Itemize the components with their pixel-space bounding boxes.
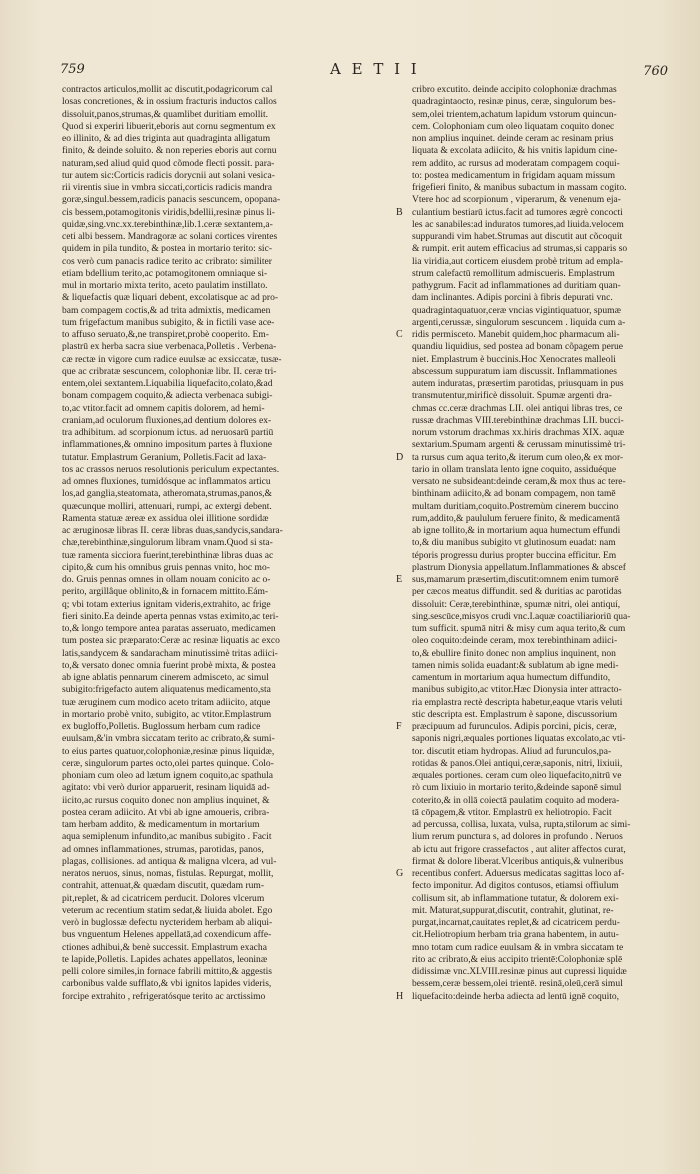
text-line: iicito,ac rursus coquito donec non amplius inquinet, & (62, 794, 270, 806)
text-line: plastrum Dionysia appellatum.Inflammationes & abscef (412, 561, 626, 573)
text-line: autem induratas, præsertim parotidas, priusquam in pus (412, 378, 624, 389)
text-line: cis bessem,potamogitonis viridis,bdellii,resinæ pinus li- (62, 206, 275, 218)
text-line: ceræ, singulorum partes octo,olei partes quinque. Colo- (62, 757, 274, 769)
section-marker: H (396, 990, 404, 1002)
text-line: didissimæ vnc.XLVIII.resinæ pinus aut cupressi liquidæ (412, 966, 627, 977)
text-line: frigefieri finito, & manibus subactum in massam cogito. (412, 182, 627, 193)
text-line: to eius partes quatuor,colophoniæ,resinæ pinus liquidæ, (62, 745, 275, 757)
text-line: entem,olei sextantem.Liquabilia liquefacito,colato,&ad (62, 378, 273, 389)
text-line: purgat,incarnat,cauitates replet,& ad cicatricem perdu- (412, 917, 620, 928)
text-line: cipito,& cum his omnibus gruis pennas vnito, hoc mo- (62, 561, 270, 573)
text-line: fecto imponitur. Ad digitos contusos, etiamsi offiulum (412, 880, 619, 892)
text-line: Vtere hoc ad scorpionum , viperarum, & venenum eja- (412, 194, 621, 206)
text-line: sem,olei trientem,achatum lapidum vstorum quincun- (412, 108, 617, 120)
text-line: veterum ac recentium statim sedat,& liuida abolet. Ego (62, 904, 273, 916)
text-line: rum,addito,& paululum feruere finito, & medicamentā (412, 512, 620, 524)
text-line: postea ceram adiicito. At vbi ab igne amoueris, cribra- (62, 806, 270, 818)
text-line: tos ac crassos neruos resolutionis periculum expectantes. (62, 463, 280, 475)
text-line: aqua semiplenum infundito,ac manibus subigito . Facit (62, 831, 272, 843)
text-line: tuæ æruginem cum modico aceto tritam adiicito, atque (62, 696, 271, 708)
text-line: bessem,ceræ bessem,olei trientē. resinā,oleū,cerā simul (412, 978, 623, 990)
text-line: cit.Heliotropium herbam tria grana habentem, in autu- (412, 929, 619, 941)
text-line: tario in ollam translata lento igne coquito, assiduéque (412, 463, 617, 475)
text-line: ab igne ablatis pennarum cinerem admisceto, ac simul (62, 672, 269, 683)
text-line: naturam,sed aliud quid quod cõmode flecti possit. para- (62, 157, 275, 169)
text-line: to,ac vtitor.facit ad omnem capitis dolorem, ad hemi- (62, 402, 265, 414)
text-line: euulsam,&'in vmbra siccatam terito ac cribrato,& sumi- (62, 733, 275, 745)
text-line: que ac cribratæ sescuncem, colophoniæ libr. II. ceræ tri- (62, 365, 277, 377)
text-line: ad percussa, collisa, luxata, vulsa, rupta,stilorum ac simi- (412, 819, 631, 830)
text-line: abscessum suppuratum iam discussit. Inflammationes (412, 365, 617, 377)
text-line: phoniam cum oleo ad lætum ignem coquito,ac spathula (62, 770, 274, 781)
text-line: rò cum lixiuio in mortario terito,&deinde saponē simul (412, 782, 622, 794)
text-line: goræ,singul.bessem,radicis panacis sescuncem, opopana- (62, 194, 281, 206)
text-line: carbonibus valde sufflato,& vbi ignitos lapides videris, (62, 978, 272, 990)
margin-markers (396, 84, 408, 1144)
text-line: ac æruginosæ libras II. ceræ libras duas,sandycis,sandara- (62, 525, 283, 536)
text-line: forcipe extrahito , refrigeratósque terito ac arctissimo (62, 990, 266, 1002)
section-marker: G (396, 868, 404, 879)
text-line: quæcunque molliri, attenuari, rumpi, ac extergi debent. (62, 500, 272, 512)
text-line: tra adhibitum. ad scorpionum ictus. ad neruosarū partiū (62, 427, 274, 438)
text-line: te lapide,Polletis. Lapides achates appellatos, leoninæ (62, 953, 268, 965)
text-line: lia viridia,aut corticem eiusdem probè tritum ad empla- (412, 255, 624, 267)
text-line: etiam bdellium terito,ac potamogitonem omniaque si- (62, 267, 268, 279)
text-line: collisum sit, ab inflammatione tutatur, & dolorem exi- (412, 892, 619, 904)
text-line: fieri sinito.Ea deinde aperta pennas vstas eximito,ac teri- (62, 610, 279, 622)
page-number-left: 759 (60, 62, 85, 77)
text-line: & rumpit. erit autem efficacius ad strumas,si capparis so (412, 243, 628, 255)
text-line: argenti,cerussæ, singulorum sescuncem . liquida cum a- (412, 316, 626, 328)
text-line: rem addito, ac rursus ad moderatam compagem coqui- (412, 157, 620, 169)
text-line: quidem in pila tundito, & postea in mortario terito: sic- (62, 243, 272, 255)
text-line: neratos neruos, sinus, nomas, fistulas. Repurgat, mollit, (62, 868, 274, 879)
text-line: cem. Colophoniam cum oleo liquatam coquito donec (412, 120, 615, 132)
text-line: do. Gruis pennas omnes in ollam nouam conicito ac o- (62, 574, 271, 585)
text-line: latis,sandycem & sandaracham minutissimè tritas adiici- (62, 647, 278, 659)
text-line: cos verò cum panacis radice terito ac cribrato: similiter (62, 255, 272, 267)
text-line: quadragintaocto, resinæ pinus, ceræ, singulorum bes- (412, 96, 616, 108)
text-line: subigito:frigefacto autem aliquatenus medicamento,sta (62, 684, 271, 696)
text-line: versato ne subsideant:deinde ceram,& mox thus ac tere- (412, 476, 626, 487)
text-line: sextarium.Spumam argenti & cerussam minutissimè tri- (412, 439, 626, 451)
text-line: & liquefactis quæ liquari debent, excolatisque ac ad pro- (62, 292, 279, 304)
text-line: multam duritiam,coquito.Postremùm cinerem buccino (412, 500, 619, 512)
section-marker: D (396, 451, 404, 463)
text-line: bus vnguentum Helenes appellatā,ad coxendicum affe- (62, 929, 272, 941)
text-line: mno totam cum radice euulsam & in vmbra siccatam te (412, 941, 624, 953)
text-line: recentibus confert. Aduersus medicatas sagittas loco af- (412, 868, 625, 879)
text-line: tam herbam addito, & medicamentum in mortarium (62, 819, 260, 830)
text-line: pelli colore similes,in fornace fabrili mittito,& aggestis (62, 966, 272, 977)
text-line: tum frigefactum manibus subigito, & in fictili vase ace- (62, 316, 275, 328)
text-line: ab ictu aut frigore crassefactos , aut aliter affectos curat, (412, 843, 626, 855)
text-line: tuæ ramenta sicciora fuerint,terebinthinæ libras duas ac (62, 549, 274, 561)
section-marker: E (396, 574, 403, 585)
text-line: quandiu liquidius, sed postea ad bonam cõpagem perue (412, 341, 624, 353)
text-line: chæ,terebinthinæ,singulorum libram vnam.Quod si sta- (62, 537, 273, 549)
text-line: suppurandi vim habet.Strumas aut discutit aut cõcoquit (412, 231, 623, 242)
text-line: æquales portiones. ceram cum oleo liquefacito,nitrū ve (412, 770, 622, 781)
text-line: tā cōpagem,& vtitor. Emplastrū ex heliotropio. Facit (412, 806, 612, 818)
text-line: losas concretiones, & in ossium fracturis inductos callos (62, 96, 277, 108)
text-line: camentum in mortarium aqua humectum diffundito, (412, 672, 611, 683)
text-line: bonam compagem coquito,& adiecta verbenaca subigi- (62, 390, 273, 402)
text-line: téporis progressu durius propter buccina efficitur. Em (412, 549, 617, 561)
text-line: saponis nigri,æquales portiones liquatas excolato,ac vti- (412, 733, 626, 745)
text-line: ridis permisceto. Manebit quidem,hoc pharmacum ali- (412, 329, 620, 340)
text-line: pit,replet, & ad cicatricem perducit. Dolores vlcerum (62, 892, 265, 904)
text-line: liquefacito:deinde herba adiecta ad lentū ignē coquito, (412, 990, 620, 1002)
text-line: stic descripta est. Emplastrum è sapone, discussorium (412, 708, 618, 720)
text-line: bam compagem coctis,& ad trita admixtis, medicamen (62, 304, 271, 316)
text-line: oleo coquito:deinde ceram, mox terebinthinam adiici- (412, 635, 618, 647)
text-line: dam inclinantes. Adipis porcini à fibris depurati vnc. (412, 292, 613, 304)
text-line: les ac sanabiles:ad induratos tumores,ad liuida.velocem (412, 218, 624, 230)
text-line: russæ drachmas VIII.terebinthinæ drachmas LII. bucci- (412, 414, 624, 426)
text-line: cæ rectæ in vigore cum radice euulsæ ac exsiccatæ, tusæ- (62, 353, 282, 365)
right-text-column (412, 84, 680, 1003)
text-line: agitato: vbi verò durior apparuerit, resinam liquidā ad- (62, 782, 270, 794)
text-line: tor. discutit etiam hydropas. Aliud ad furunculos,pa- (412, 745, 612, 757)
text-line: to,& versato donec omnia fuerint probè mixta, & postea (62, 659, 276, 671)
text-line: verò in buglossæ defectu nycteridem herbam ab aliqui- (62, 917, 273, 928)
text-line: tum postea sic præparato:Ceræ ac resinæ liquatis ac exco (62, 635, 280, 647)
text-line: to: postea medicamentum in frigidam aquam missum (412, 169, 616, 181)
text-line: perito, argillâque oblinito,& in fornacem mittito.Eám- (62, 586, 269, 598)
text-line: finito, & deinde soluito. & non reperies eboris aut cornu (62, 145, 277, 157)
text-line: eo illinito, & ad dies triginta aut quadraginta alligatum (62, 133, 271, 144)
text-line: los,ad ganglia,steatomata, atheromata,strumas,panos,& (62, 488, 272, 500)
text-line: contractos articulos,mollit ac discutit,podagricorum cal (62, 84, 273, 95)
text-line: chmas cc.ceræ drachmas LII. olei antiqui libras tres, ce (412, 402, 623, 414)
text-line: dissoluit,panos,strumas,& quamlibet duritiam emollit. (62, 108, 269, 120)
text-line: craniam,ad oculorum fluxiones,ad dentium dolores ex- (62, 414, 272, 426)
page-header (0, 62, 700, 86)
text-line: tutatur. Emplastrum Geranium, Polletis.Facit ad laxa- (62, 451, 267, 463)
text-line: to,& ebullire finito donec non amplius inquinent, non (412, 647, 616, 659)
text-line: contrahit, attenuat,& quædam discutit, quædam rum- (62, 880, 265, 892)
text-line: rotidas & panos.Olei antiqui,ceræ,saponis, nitri, lixiuii, (412, 757, 623, 769)
text-line: Ramenta statuæ æreæ ex assidua olei illitione sordidæ (62, 512, 269, 524)
text-line: firmat & dolore liberat.Vlceribus antiquis,& vulneribus (412, 855, 624, 867)
text-line: lium rerum punctura s, ad dolores in profundo . Neruos (412, 831, 623, 843)
text-line: sus,mamarum præsertim,discutit:omnem enim tumorē (412, 574, 619, 585)
text-line: culantium bestiarū ictus.facit ad tumores ægrè concocti (412, 206, 623, 218)
text-line: ceti albi bessem. Mandragoræ ac solani cortices virentes (62, 231, 278, 242)
text-line: coterito,& in ollā coiectā paulatim coquito ad modera- (412, 794, 620, 806)
left-text-column (62, 84, 388, 1003)
text-line: q; vbi totam exterius ignitam videris,extrahito, ac frige (62, 598, 271, 610)
page-number-right: 760 (643, 64, 668, 79)
text-line: cribro excutito. deinde accipito colophoniæ drachmas (412, 84, 617, 95)
text-line: binthinam adiicito,& ad bonam compagem, non tamē (412, 488, 616, 500)
text-line: to,& longo tempore antea paratas asseruato, medicamen (62, 623, 276, 634)
running-head: A E T I I (330, 60, 420, 78)
text-line: mit. Maturat,suppurat,discutit, contrahit, glutinat, re- (412, 904, 614, 916)
text-line: ta rursus cum aqua terito,& iterum cum oleo,& ex mor- (412, 451, 624, 463)
text-line: ab igne tollito,& in mortarium aqua humectum effundi (412, 525, 621, 536)
section-marker: F (396, 721, 402, 732)
text-line: strum calefactū remollitum admiscueris. Emplastrum (412, 267, 615, 279)
text-line: ad omnes fluxiones, tumidósque ac inflammatos articu (62, 476, 271, 487)
text-line: to affuso seruato,&,ne transpiret,probè cooperito. Em- (62, 329, 269, 340)
text-line: Quod si experiri libuerit,eboris aut cornu segmentum ex (62, 120, 276, 132)
section-marker: B (396, 206, 403, 218)
text-line: pathygrum. Facit ad inflammationes ad duritiam quan- (412, 280, 621, 291)
text-line: niet. Emplastrum è buccinis.Hoc Xenocrates malleoli (412, 353, 616, 365)
text-line: tamen nimis solida euadant:& sublatum ab igne medi- (412, 659, 619, 671)
text-line: transmutentur,mirificè dissoluit. Spumæ argenti dra- (412, 390, 612, 402)
text-line: ctiones adhibui,& benè successit. Emplastrum exacha (62, 941, 267, 953)
text-line: liquata & excolata adiicito, & his vnitis lapidum cine- (412, 145, 618, 157)
text-line: dissoluit: Ceræ,terebinthinæ, spumæ nitri, olei antiquí, (412, 598, 621, 610)
text-line: inflammationes,& omnino impositum partes à fluxione (62, 439, 272, 451)
text-line: plastrū ex herba sacra siue verbenaca,Polletis . Verbena- (62, 341, 277, 353)
text-line: quidæ,sing.vnc.xx.terebinthinæ,lib.1.ceræ sextantem,a- (62, 218, 273, 230)
text-line: quadragintaquatuor,ceræ vncias vigintiquatuor, spumæ (412, 304, 621, 316)
text-line: ad omnes inflammationes, strumas, parotidas, panos, (62, 843, 264, 855)
text-line: to,& diu manibus subigito vt glutinosum euadat: nam (412, 537, 616, 549)
section-marker: C (396, 329, 403, 340)
text-line: tur autem sic:Corticis radicis dorycnii aut solani vesica- (62, 169, 275, 181)
text-line: rii virentis siue in vmbra siccati,corticis radicis mandra (62, 182, 272, 193)
text-line: ex bugloffo,Polletis. Buglossum herbam cum radice (62, 721, 261, 732)
text-line: per cæcos meatus diffundit. sed & duritias ac parotidas (412, 586, 622, 598)
text-line: norum vstorum drachmas xx.hiris drachmas XIX. aquæ (412, 427, 625, 438)
text-line: mul in mortario mixta terito, aceto paulatim instillato. (62, 280, 268, 291)
text-line: tum sufficit. spumā nitri & misy cum aqua terito,& cum (412, 623, 626, 634)
text-line: ria emplastra rectè descripta habetur,eaque vtaris veluti (412, 696, 623, 708)
text-line: sing.sescūce,misyos crudi vnc.I.aquæ coactiliarioriū qua- (412, 610, 631, 622)
text-line: manibus subigito,ac vtitor.Hæc Dionysia inter attracto- (412, 684, 622, 696)
text-line: in mortario probè vnito, subigito, ac vtitor.Emplastrum (62, 708, 272, 720)
text-line: plagas, collisiones. ad antiqua & maligna vlcera, ad vul- (62, 855, 277, 867)
text-line: rito ac cribrato,& eius accipito trientē:Colophoniæ splē (412, 953, 623, 965)
text-line: non amplius inquinet. deinde ceram ac resinam prius (412, 133, 614, 144)
text-line: præcipuum ad furunculos. Adipis porcini, picis, ceræ, (412, 721, 617, 732)
